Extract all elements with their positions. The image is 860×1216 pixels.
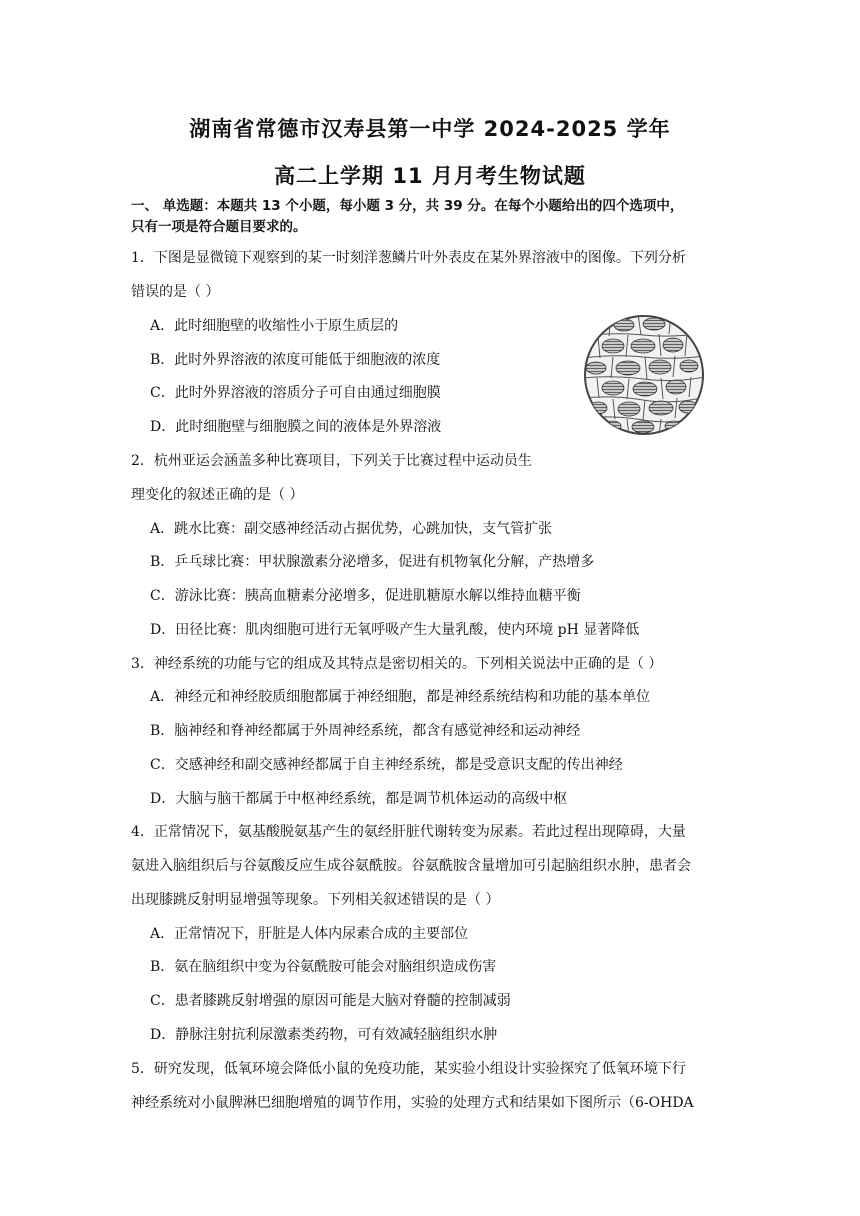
question-3-option-d: D．大脑与脑干都属于中枢神经系统，都是调节机体运动的高级中枢 — [150, 791, 568, 807]
question-2-option-b: B．乒乓球比赛：甲状腺激素分泌增多，促进有机物氧化分解，产热增多 — [150, 554, 595, 570]
question-4-option-a: A．正常情况下，肝脏是人体内尿素合成的主要部位 — [150, 926, 469, 942]
question-2-option-d: D．田径比赛：肌肉细胞可进行无氧呼吸产生大量乳酸，使内环境 pH 显著降低 — [150, 622, 640, 638]
question-4-stem-line1: 4．正常情况下，氨基酸脱氨基产生的氨经肝脏代谢转变为尿素。若此过程出现障碍，大量 — [131, 824, 686, 840]
question-4-stem-line3: 出现膝跳反射明显增强等现象。下列相关叙述错误的是（ ） — [131, 892, 500, 908]
microscope-cell-image — [583, 314, 705, 436]
question-4-option-d: D．静脉注射抗利尿激素类药物，可有效减轻脑组织水肿 — [150, 1027, 498, 1043]
question-1-option-a: A．此时细胞壁的收缩性小于原生质层的 — [150, 318, 399, 334]
exam-title-line1: 湖南省常德市汉寿县第一中学 2024-2025 学年 — [189, 117, 671, 141]
question-5-stem-line2: 神经系统对小鼠脾淋巴细胞增殖的调节作用，实验的处理方式和结果如下图所示（6-OHDA — [131, 1095, 694, 1111]
question-1-option-c: C．此时外界溶液的溶质分子可自由通过细胞膜 — [150, 385, 441, 401]
question-2-option-a: A．跳水比赛：副交感神经活动占据优势，心跳加快，支气管扩张 — [150, 521, 553, 537]
question-5-stem-line1: 5．研究发现，低氧环境会降低小鼠的免疫功能，某实验小组设计实验探究了低氧环境下行 — [131, 1061, 686, 1077]
exam-title-line2: 高二上学期 11 月月考生物试题 — [274, 164, 586, 188]
question-2-stem-line2: 理变化的叙述正确的是（ ） — [131, 487, 304, 503]
question-3-stem-line1: 3．神经系统的功能与它的组成及其特点是密切相关的。下列相关说法中正确的是（ ） — [131, 656, 663, 672]
question-4-stem-line2: 氨进入脑组织后与谷氨酸反应生成谷氨酰胺。谷氨酰胺含量增加可引起脑组织水肿，患者会 — [131, 858, 691, 874]
question-1-stem-line2: 错误的是（ ） — [131, 284, 220, 300]
section-heading-line1: 一、 单选题：本题共 13 个小题，每小题 3 分，共 39 分。在每个小题给出的四个选项中， — [131, 198, 684, 214]
section-heading-line2: 只有一项是符合题目要求的。 — [131, 219, 307, 235]
question-3-option-c: C．交感神经和副交感神经都属于自主神经系统，都是受意识支配的传出神经 — [150, 757, 623, 773]
question-4-option-c: C．患者膝跳反射增强的原因可能是大脑对脊髓的控制减弱 — [150, 993, 511, 1009]
question-2-option-c: C．游泳比赛：胰高血糖素分泌增多，促进肌糖原水解以维持血糖平衡 — [150, 588, 581, 604]
question-4-option-b: B．氨在脑组织中变为谷氨酰胺可能会对脑组织造成伤害 — [150, 959, 497, 975]
question-1-option-d: D．此时细胞壁与细胞膜之间的液体是外界溶液 — [150, 419, 442, 435]
question-1-stem-line1: 1．下图是显微镜下观察到的某一时刻洋葱鳞片叶外表皮在某外界溶液中的图像。下列分析 — [131, 250, 686, 266]
question-2-stem-line1: 2．杭州亚运会涵盖多种比赛项目，下列关于比赛过程中运动员生 — [131, 453, 532, 469]
question-3-option-a: A．神经元和神经胶质细胞都属于神经细胞，都是神经系统结构和功能的基本单位 — [150, 689, 651, 705]
question-1-option-b: B．此时外界溶液的浓度可能低于细胞液的浓度 — [150, 352, 441, 368]
question-3-option-b: B．脑神经和脊神经都属于外周神经系统，都含有感觉神经和运动神经 — [150, 723, 581, 739]
